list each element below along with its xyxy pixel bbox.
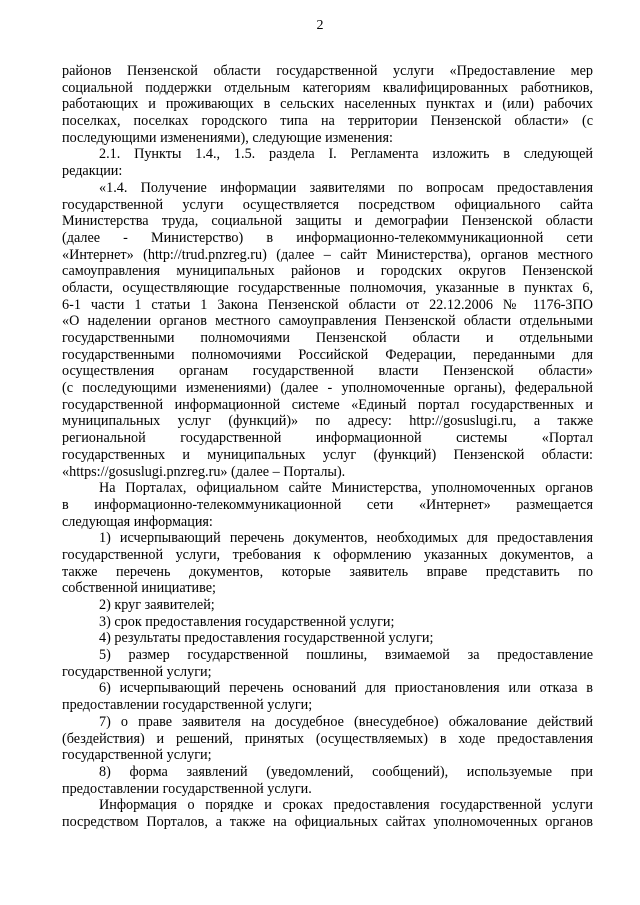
text-line: региональной государственной информационной системы «Портал [62,430,593,447]
text-line: 4) результаты предоставления государственной услуги; [99,630,434,647]
text-line: 6) исчерпывающий перечень оснований для приостановления или отказа в [99,680,593,697]
text-line: муниципальных услуг (функций)» по адресу: http://gosuslugi.ru, а также [62,413,593,430]
text-line: государственной услуги осуществляется посредством официального сайта [62,196,593,213]
text-line: (бездействия) и решений, принятых (осуществляемых) в ходе предоставления [62,730,593,747]
text-line: «https://gosuslugi.pnzreg.ru» (далее – Порталы). [62,463,346,480]
text-line: предоставлении государственной услуги. [62,780,312,797]
text-line: посредством Порталов, а также на официальных сайтах уполномоченных органов [62,813,593,830]
text-line: государственными полномочиями Российской Федерации, переданными для [62,346,593,363]
text-line: «Интернет» (http://trud.pnzreg.ru) (далее – сайт Министерства), органов местного [62,246,593,263]
text-line: «О наделении органов местного самоуправления Пензенской области отдельными [62,313,593,330]
text-line: собственной инициативе; [62,580,216,597]
text-line: районов Пензенской области государственной услуги «Предоставление мер [62,63,593,79]
text-line: государственных и муниципальных услуг (функций) Пензенской области: [62,446,593,463]
text-line: самоуправления муниципальных районов и городских округов Пензенской [62,263,593,280]
text-line: Информация о порядке и сроках предоставления государственной услуги [99,797,593,814]
text-line: 5) размер государственной пошлины, взимаемой за предоставление [99,647,593,664]
text-line: государственной услуги; [62,747,212,764]
text-line: «1.4. Получение информации заявителями по вопросам предоставления [99,179,593,196]
text-line: государственной услуги; [62,663,212,680]
text-line: также перечень документов, которые заявитель вправе представить по [62,563,593,580]
text-line: поселках, поселках городского типа на территории Пензенской области» (с [62,113,593,130]
text-line: государственной информационной системе «Единый портал государственных и [62,396,593,413]
text-line: 8) форма заявлений (уведомлений, сообщений), используемые при [99,763,593,780]
page-number: 2 [316,18,324,33]
text-line: осуществления органам государственной власти Пензенской области» [62,363,593,380]
text-line: предоставлении государственной услуги; [62,697,313,714]
text-line: социальной поддержки отдельным категориям квалифицированных работников, [62,79,593,96]
document-body [62,63,593,831]
text-line: Министерства труда, социальной защиты и демографии Пензенской области [62,213,593,230]
text-line: 2.1. Пункты 1.4., 1.5. раздела I. Регламента изложить в следующей [99,146,593,163]
text-line: последующими изменениями), следующие изменения: [62,129,393,146]
text-line: государственными полномочиями Пензенской области и отдельными [62,330,593,346]
text-line: следующая информация: [62,513,213,530]
text-line: в информационно-телекоммуникационной сети «Интернет» размещается [62,496,593,513]
text-line: На Порталах, официальном сайте Министерства, уполномоченных органов [99,480,593,497]
text-line: работающих и проживающих в сельских населенных пунктах и (или) рабочих [62,96,593,113]
text-line: области, осуществляющие государственные полномочия, указанные в пунктах 6, [62,279,593,296]
text-line: редакции: [62,163,123,180]
text-line: (далее - Министерство) в информационно-телекоммуникационной сети [62,229,593,246]
text-line: 7) о праве заявителя на досудебное (внесудебное) обжалование действий [99,713,593,730]
text-line: (с последующими изменениями) (далее - уполномоченные органы), федеральной [62,380,593,397]
text-line: 2) круг заявителей; [99,597,215,613]
text-line: 6-1 части 1 статьи 1 Закона Пензенской области от 22.12.2006 № 1176-ЗПО [62,296,593,313]
text-line: государственной услуги, требования к оформлению указанных документов, а [62,546,593,563]
text-line: 1) исчерпывающий перечень документов, необходимых для предоставления [99,530,593,547]
text-line: 3) срок предоставления государственной услуги; [99,613,395,630]
